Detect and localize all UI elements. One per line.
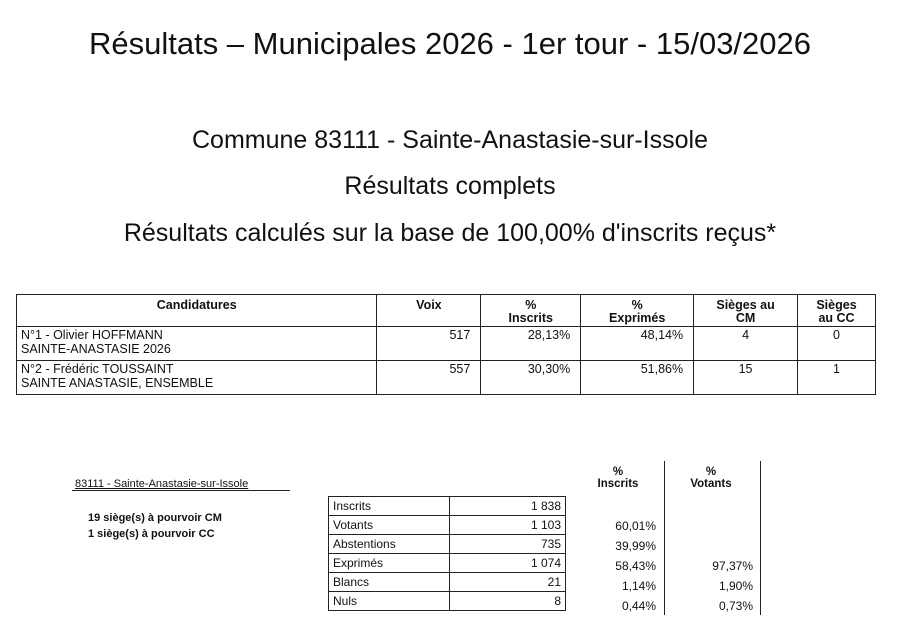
table-row: [17, 361, 876, 395]
results-status: Résultats complets: [344, 172, 556, 200]
summary-value: 1 838: [450, 497, 566, 516]
pct-votants-exprimes: 97,37%: [712, 559, 753, 573]
results-table: [16, 294, 876, 395]
summary-value: 1 103: [450, 516, 566, 535]
col-pct-inscrits-line2: Inscrits: [508, 311, 554, 325]
summary-col-pct-votants: [680, 466, 742, 490]
summary-col-pct-inscrits-line1: %: [612, 466, 624, 478]
pct-inscrits-exprimes: 58,43%: [615, 559, 656, 573]
voix-cell: 557: [377, 361, 481, 395]
col-pct-inscrits-line1: %: [525, 298, 537, 312]
summary-value: 735: [450, 535, 566, 554]
page-title: Résultats – Municipales 2026 - 1er tour - 15/03/2026: [88, 26, 812, 61]
summary-col-pct-votants-line2: Votants: [690, 478, 732, 490]
results-basis: Résultats calculés sur la base de 100,00% d'inscrits reçus*: [123, 219, 777, 247]
summary-value: 8: [450, 592, 566, 611]
candidate-name: N°2 - Frédéric TOUSSAINT: [21, 362, 174, 376]
sieges-cm-cell: 15: [694, 361, 798, 395]
column-divider: [664, 461, 665, 615]
col-sieges-cc: [798, 295, 876, 327]
voix-cell: 517: [377, 327, 481, 361]
pct-votants-blancs: 1,90%: [718, 579, 753, 593]
pct-inscrits-cell: 28,13%: [481, 327, 581, 361]
results-header-row: [17, 295, 876, 327]
candidate-name: N°1 - Olivier HOFFMANN: [21, 328, 163, 342]
summary-label: Blancs: [329, 573, 450, 592]
pct-exprimes-cell: 48,14%: [581, 327, 694, 361]
candidate-cell: [17, 327, 377, 361]
col-sieges-cc-line2: au CC: [818, 311, 855, 325]
summary-col-pct-votants-line1: %: [705, 466, 717, 478]
sieges-cc-cell: 0: [798, 327, 876, 361]
table-row: [329, 573, 566, 592]
seats-cc-text: 1 siège(s) à pourvoir CC: [88, 528, 215, 540]
column-divider: [760, 461, 761, 615]
candidate-list: SAINTE ANASTASIE, ENSEMBLE: [21, 376, 214, 390]
summary-col-pct-inscrits: [583, 466, 653, 490]
col-pct-exprimes: [581, 295, 694, 327]
col-sieges-cm: [694, 295, 798, 327]
table-row: [329, 554, 566, 573]
summary-label: Nuls: [329, 592, 450, 611]
commune-underline: [72, 490, 290, 491]
table-row: [329, 592, 566, 611]
table-row: [329, 497, 566, 516]
col-pct-exprimes-line1: %: [631, 298, 643, 312]
col-sieges-cm-line2: CM: [735, 311, 756, 325]
candidate-list: SAINTE-ANASTASIE 2026: [21, 342, 171, 356]
sieges-cc-cell: 1: [798, 361, 876, 395]
summary-label: Abstentions: [329, 535, 450, 554]
summary-commune-label: 83111 - Sainte-Anastasie-sur-Issole: [75, 478, 249, 490]
summary-value: 21: [450, 573, 566, 592]
seats-cm-text: 19 siège(s) à pourvoir CM: [88, 512, 222, 524]
col-voix: Voix: [377, 295, 481, 327]
candidate-cell: [17, 361, 377, 395]
pct-inscrits-abstentions: 39,99%: [615, 539, 656, 553]
summary-value: 1 074: [450, 554, 566, 573]
commune-title: Commune 83111 - Sainte-Anastasie-sur-Issole: [192, 126, 708, 154]
pct-inscrits-blancs: 1,14%: [621, 579, 656, 593]
pct-inscrits-cell: 30,30%: [481, 361, 581, 395]
sieges-cm-cell: 4: [694, 327, 798, 361]
pct-exprimes-cell: 51,86%: [581, 361, 694, 395]
col-sieges-cc-line1: Sièges: [816, 298, 857, 312]
summary-label: Inscrits: [329, 497, 450, 516]
table-row: [17, 327, 876, 361]
summary-label: Exprimés: [329, 554, 450, 573]
pct-votants-nuls: 0,73%: [718, 599, 753, 613]
summary-col-pct-inscrits-line2: Inscrits: [597, 478, 639, 490]
col-pct-inscrits: [481, 295, 581, 327]
col-sieges-cm-line1: Sièges au: [716, 298, 775, 312]
summary-table: [328, 496, 566, 611]
pct-inscrits-nuls: 0,44%: [621, 599, 656, 613]
table-row: [329, 516, 566, 535]
summary-label: Votants: [329, 516, 450, 535]
pct-inscrits-votants: 60,01%: [615, 519, 656, 533]
col-pct-exprimes-line2: Exprimés: [609, 311, 666, 325]
col-candidatures: Candidatures: [17, 295, 377, 327]
table-row: [329, 535, 566, 554]
